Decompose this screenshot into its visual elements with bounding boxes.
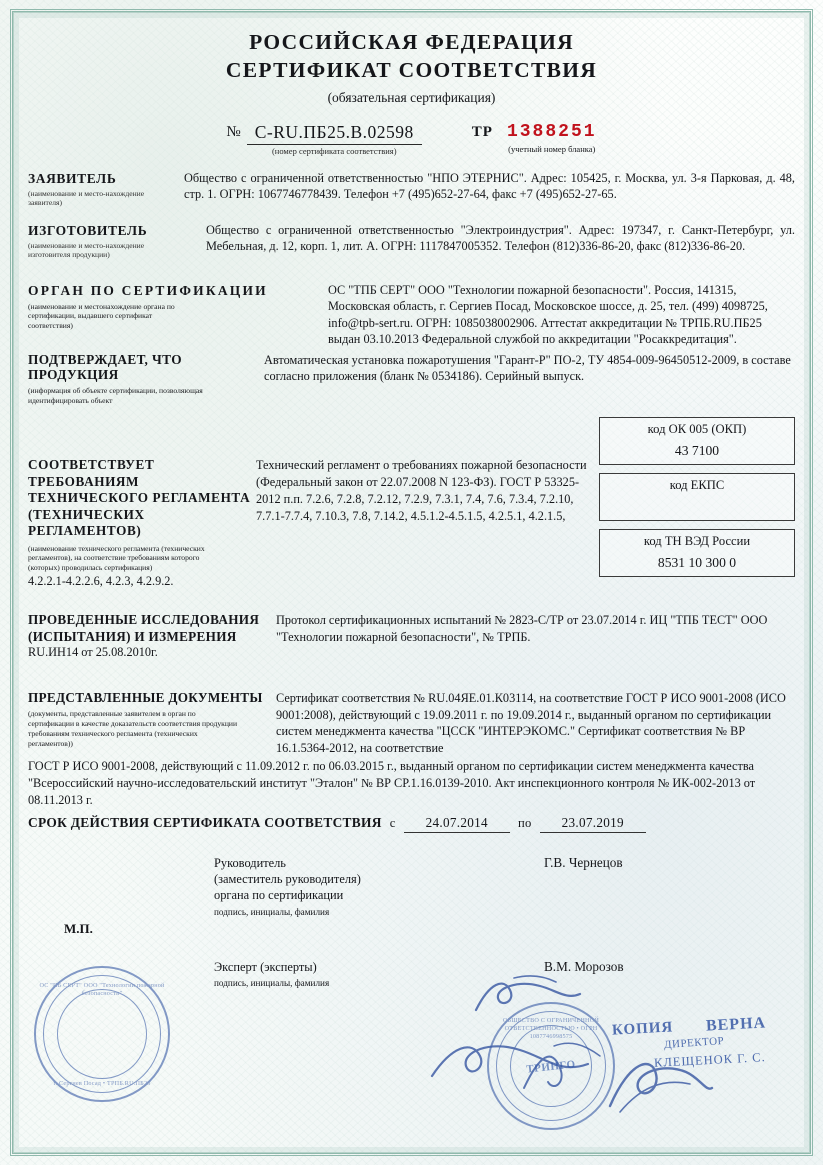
manufacturer-value: Общество с ограниченной ответственностью "Электроиндустрия". Адрес: 197347, г. Санкт-Петербург, ул. Мебельная, д. 12, корп. 1, лит. А. ОГРН: 1117847005352. Телефон (812)336-86-20, факс (812)336-86-20. [206, 222, 795, 253]
certification-body-stamp-bottom-text: г. Сергиев Посад • ТРПБ.RU.ПБ25 [53, 1080, 151, 1088]
head-title-line3: органа по сертификации [214, 888, 344, 903]
blank-number-caption: (учетный номер бланка) [508, 143, 596, 154]
conformity-and-codes [28, 415, 795, 590]
research-value-tail: RU.ИН14 от 25.08.2010г. [28, 645, 158, 660]
code-box-tnved [599, 529, 795, 577]
applicant-value: Общество с ограниченной ответственностью "НПО ЭТЕРНИС". Адрес: 105425, г. Москва, ул. 3-я Парковая, д. 48, стр. 1. ОГРН: 1067746778439. Телефон +7 (495)652-27-64, факс +7 (495)652-27-65. [184, 170, 795, 201]
validity-date-from: 24.07.2014 [404, 815, 510, 833]
conformity-sublabel: (наименование технического регламента (технических регламентов), на соответствие требованиям которого (которых) проводилась сертификация) [28, 543, 205, 572]
certification-body-section [28, 282, 795, 348]
documents-label: ПРЕДСТАВЛЕННЫЕ ДОКУМЕНТЫ [28, 690, 263, 706]
expert-signature-row [214, 959, 795, 988]
documents-sublabel: (документы, представленные заявителем в орган по сертификации в качестве доказательств соответствия продукции требованиям технического регламента (технических регламентов)) [28, 709, 238, 748]
conformity-value-tail: 4.2.2.1-4.2.2.6, 4.2.3, 4.2.9.2. [28, 574, 174, 589]
applicant-sublabel: (наименование и место-нахождение заявителя) [28, 188, 145, 208]
product-label-line2: ПРОДУКЦИЯ [28, 367, 119, 383]
code-okp-title: код ОК 005 (ОКП) [647, 422, 747, 437]
certification-body-sublabel: (наименование и местонахождение органа по сертификации, выдавшего сертификат соответствия) [28, 301, 175, 330]
research-value: Протокол сертификационных испытаний № 2823-С/ТР от 23.07.2014 г. ИЦ "ТПБ ТЕСТ" ООО "Технологии пожарной безопасности", № ТРПБ. [276, 613, 768, 644]
head-title-line1: Руководитель [214, 855, 286, 870]
manufacturer-label: ИЗГОТОВИТЕЛЬ [28, 222, 148, 238]
copy-valid-text: ВЕРНА [705, 1014, 767, 1035]
certificate-number: C-RU.ПБ25.В.02598 [247, 122, 422, 145]
seal-place-label: М.П. [64, 920, 93, 936]
research-label-line2: (ИСПЫТАНИЯ) И ИЗМЕРЕНИЯ [28, 628, 237, 644]
conformity-value: Технический регламент о требованиях пожарной безопасности (Федеральный закон от 22.07.2008 N 123-ФЗ). ГОСТ Р 53325-2012 п.п. 7.2.6, 7.2.8, 7.2.12, 7.2.9, 7.3.1, 7.4, 7.6, 7.3.4, 7.2.10, 7.7.1-7.7.4, 7.10.3, 7.8, 7.14.2, 4.5.1.2-4.5.1.5, 4.2.5.1, 4.2.1.5, [256, 458, 587, 523]
code-ekps-value [602, 499, 792, 515]
code-ekps-title: код ЕКПС [669, 478, 725, 493]
company-stamp-center-text: ТРИНГО [525, 1058, 577, 1076]
code-tnved-title: код ТН ВЭД России [643, 534, 751, 549]
certificate-number-caption: (номер сертификата соответствия) [271, 145, 397, 156]
documents-value: Сертификат соответствия № RU.04ЯЕ.01.К03114, на соответствие ГОСТ Р ИСО 9001-2008 (ИСО 9001:2008), действующий с 19.09.2011 г. по 19.09.2014 г., выданный органом по сертификации систем менеджмента качества "ЦССК "ИНТЕРЭКОМС." Сертификат соответствия № ВР 16.1.5364-2012, на соответствие [276, 691, 786, 756]
expert-signature-name: В.М. Морозов [544, 958, 624, 974]
research-section [28, 612, 795, 645]
documents-section [28, 690, 795, 756]
validity-date-to: 23.07.2019 [540, 815, 646, 833]
number-sign: № [226, 123, 241, 140]
code-tnved-value: 8531 10 300 0 [657, 555, 737, 571]
expert-label: Эксперт (эксперты) [214, 959, 317, 974]
applicant-label: ЗАЯВИТЕЛЬ [28, 170, 117, 186]
manufacturer-section [28, 222, 795, 260]
validity-from-word: с [389, 815, 396, 830]
head-signature-row [214, 855, 795, 917]
copy-mark-text: КОПИЯ [611, 1019, 674, 1039]
code-okp-value: 43 7100 [674, 443, 720, 459]
tr-label: ТР [471, 123, 493, 140]
head-signature-caption: подпись, инициалы, фамилия [214, 906, 330, 917]
product-sublabel: (информация об объекте сертификации, позволяющая идентифицировать объект [28, 386, 203, 405]
page-title-document: СЕРТИФИКАТ СООТВЕТСТВИЯ [225, 58, 598, 83]
validity-row [28, 815, 795, 833]
certification-body-stamp-top-text: ОС "ПБ СЕРТ" ООО "Технологии пожарной безопасности" [39, 982, 165, 997]
page-title-country: РОССИЙСКАЯ ФЕДЕРАЦИЯ [249, 30, 574, 54]
applicant-section [28, 170, 795, 208]
code-box-ekps [599, 473, 795, 521]
head-title-line2: (заместитель руководителя) [214, 871, 361, 886]
conformity-label-line1: СООТВЕТСТВУЕТ ТРЕБОВАНИЯМ [28, 457, 155, 489]
conformity-label-line2: ТЕХНИЧЕСКОГО РЕГЛАМЕНТА [28, 490, 251, 506]
product-section [28, 352, 795, 406]
director-label-text: ДИРЕКТОР [663, 1034, 725, 1052]
validity-label: СРОК ДЕЙСТВИЯ СЕРТИФИКАТА СООТВЕТСТВИЯ [28, 814, 382, 830]
certification-body-label: ОРГАН ПО СЕРТИФИКАЦИИ [28, 282, 268, 298]
blank-number: 1388251 [506, 121, 597, 142]
signature-area [28, 855, 795, 989]
conformity-label-line3: (ТЕХНИЧЕСКИХ РЕГЛАМЕНТОВ) [28, 506, 145, 539]
validity-to-word: по [517, 815, 532, 830]
product-label-line1: ПОДТВЕРЖДАЕТ, ЧТО [28, 351, 182, 367]
certificate-number-row [28, 122, 795, 156]
page-subtitle: (обязательная сертификация) [327, 89, 496, 105]
research-label-line1: ПРОВЕДЕННЫЕ ИССЛЕДОВАНИЯ [28, 612, 260, 628]
manufacturer-sublabel: (наименование и место-нахождение изготовителя продукции) [28, 240, 145, 260]
code-box-okp [599, 417, 795, 465]
certification-body-value: ОС "ТПБ СЕРТ" ООО "Технологии пожарной безопасности". Россия, 141315, Московская область, г. Сергиев Посад, Московское шоссе, д. 25, тел. (499) 4098725, info@tpb-sert.ru. ОГРН: 1085038002906. Аттестат аккредитации № ТРПБ.RU.ПБ25 выдан 03.10.2013 Федеральной службой по аккредитации "Росаккредитация". [328, 282, 768, 347]
head-signature-name: Г.В. Чернецов [544, 854, 623, 870]
director-name-text: КЛЕЩЕНОК Г. С. [653, 1050, 767, 1070]
expert-signature-caption: подпись, инициалы, фамилия [214, 978, 330, 989]
company-stamp-text: ОБЩЕСТВО С ОГРАНИЧЕННОЙ ОТВЕТСТВЕННОСТЬЮ • ОГРН 1087746998575 [502, 1017, 600, 1040]
product-value: Автоматическая установка пожаротушения "Гарант-Р" ПО-2, ТУ 4854-009-96450512-2009, в составе согласно приложения (бланк № 0534186). Серийный выпуск. [264, 352, 791, 383]
documents-value-tail: ГОСТ Р ИСО 9001-2008, действующий с 11.09.2012 г. по 06.03.2015 г., выданный органом по сертификации систем менеджмента качества "Всероссийский научно-исследовательский институт "Эталон" № ВР СР.1.16.0139-2010. Акт инспекционного контроля № ИК-002-2013 от 08.11.2013 г. [28, 758, 756, 807]
